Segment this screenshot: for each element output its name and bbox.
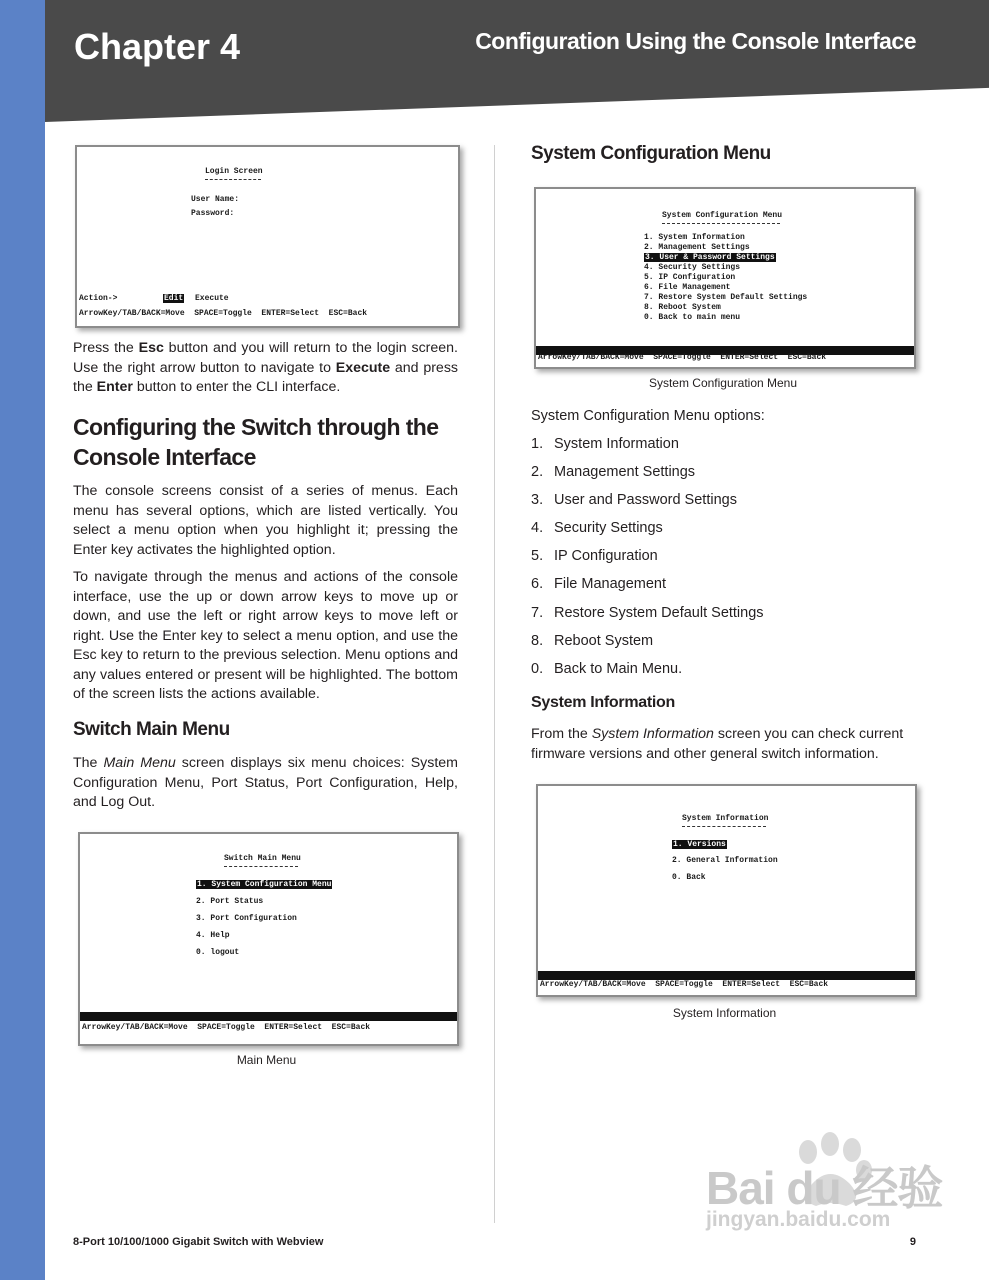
list-item: 4. Security Settings bbox=[531, 520, 663, 537]
menu-item-selected: 1. Versions bbox=[673, 840, 726, 849]
login-intro-paragraph: Press the Esc button and you will return to the login screen. Use the right arrow button to navigate to Execute and press the Enter button to enter the CLI interface. bbox=[73, 340, 459, 395]
main-menu-paragraph: The Main Menu screen displays six menu choices: System Configuration Menu, Port Status, Port Configuration, Help, and Log Out. bbox=[73, 755, 458, 810]
login-screen-screenshot bbox=[75, 145, 460, 328]
menu-item: 0. Back to main menu bbox=[644, 313, 741, 322]
system-config-caption: System Configuration Menu bbox=[648, 376, 798, 390]
username-label: User Name: bbox=[191, 195, 240, 204]
heading-system-information: System Information bbox=[531, 694, 675, 711]
menu-item: 3. Port Configuration bbox=[196, 914, 297, 923]
left-sidebar-band bbox=[0, 0, 45, 1280]
login-screen-title: Login Screen bbox=[205, 167, 263, 176]
action-label: Action-> bbox=[79, 294, 118, 303]
password-label: Password: bbox=[191, 209, 235, 218]
watermark-url: jingyan.baidu.com bbox=[706, 1208, 891, 1231]
heading-configuring-switch: Configuring the Switch through the Console Interface bbox=[73, 414, 439, 470]
menu-item: 4. Help bbox=[196, 931, 230, 940]
list-item: 6. File Management bbox=[531, 576, 667, 593]
page-number: 9 bbox=[909, 1236, 916, 1248]
list-item: 7. Restore System Default Settings bbox=[531, 604, 764, 621]
menu-item: 2. Management Settings bbox=[644, 243, 750, 252]
key-hint: ArrowKey/TAB/BACK=Move SPACE=Toggle ENTER=Select ESC=Back bbox=[82, 1023, 371, 1032]
console-screens-paragraph: The console screens consist of a series of menus. Each menu has several options, which are listed vertically. You select a menu option when you highlight it; pressing the Enter key activates the highlighted option. bbox=[73, 483, 458, 558]
navigation-paragraph: To navigate through the menus and actions of the console interface, use the up or down arrow keys to move up or down, and use the left or right arrow keys to move left or right. Use the Enter key to select a menu option, and use the Esc key to return to the previous selection. Menu options and any values entered or present will be highlighted. The bottom of the screen lists the actions available. bbox=[73, 569, 458, 702]
main-menu-screenshot bbox=[78, 832, 459, 1046]
list-item: 5. IP Configuration bbox=[531, 548, 658, 565]
title-underline bbox=[662, 223, 780, 225]
key-hint: ArrowKey/TAB/BACK=Move SPACE=Toggle ENTER=Select ESC=Back bbox=[538, 353, 827, 362]
menu-item: 6. File Management bbox=[644, 283, 731, 292]
list-item: 2. Management Settings bbox=[531, 464, 696, 481]
status-bar bbox=[538, 971, 915, 980]
heading-system-configuration-menu: System Configuration Menu bbox=[531, 143, 771, 164]
status-bar bbox=[80, 1012, 457, 1021]
title-underline bbox=[205, 179, 261, 181]
section-title: Configuration Using the Console Interface bbox=[475, 28, 916, 54]
system-config-screenshot bbox=[534, 187, 916, 369]
title-underline bbox=[224, 866, 298, 868]
sys-config-title: System Configuration Menu bbox=[662, 211, 783, 220]
main-menu-caption: Main Menu bbox=[236, 1053, 297, 1067]
action-execute: Execute bbox=[195, 294, 229, 303]
footer-product: 8-Port 10/100/1000 Gigabit Switch with Webview bbox=[73, 1236, 324, 1248]
key-hint: ArrowKey/TAB/BACK=Move SPACE=Toggle ENTER=Select ESC=Back bbox=[540, 980, 829, 989]
menu-item: 2. General Information bbox=[672, 856, 778, 865]
heading-switch-main-menu: Switch Main Menu bbox=[73, 719, 230, 740]
menu-item-selected: 3. User & Password Settings bbox=[645, 253, 775, 262]
list-item: 0. Back to Main Menu. bbox=[531, 660, 683, 677]
sys-info-title: System Information bbox=[682, 814, 769, 823]
watermark-brand: Bai du 经验 bbox=[706, 1162, 943, 1214]
title-underline bbox=[682, 826, 766, 828]
menu-item: 5. IP Configuration bbox=[644, 273, 736, 282]
menu-item: 7. Restore System Default Settings bbox=[644, 293, 808, 302]
system-information-paragraph: From the System Information screen you can check current firmware versions and other general switch information. bbox=[531, 726, 904, 762]
list-item: 3. User and Password Settings bbox=[531, 492, 737, 509]
menu-item: 0. logout bbox=[196, 948, 240, 957]
list-item: 1. System Information bbox=[531, 436, 679, 452]
chapter-label: Chapter 4 bbox=[74, 26, 241, 67]
menu-item-selected: 1. System Configuration Menu bbox=[197, 880, 332, 889]
menu-item: 1. System Information bbox=[644, 233, 745, 242]
action-edit: Edit bbox=[164, 294, 184, 303]
menu-item: 0. Back bbox=[672, 873, 706, 882]
list-item: 8. Reboot System bbox=[531, 632, 654, 649]
key-hint: ArrowKey/TAB/BACK=Move SPACE=Toggle ENTER=Select ESC=Back bbox=[79, 309, 368, 318]
menu-item: 8. Reboot System bbox=[644, 303, 721, 312]
main-menu-title: Switch Main Menu bbox=[224, 854, 301, 863]
system-information-screenshot bbox=[536, 784, 917, 997]
column-divider bbox=[494, 145, 495, 1223]
system-information-caption: System Information bbox=[672, 1006, 777, 1020]
menu-item: 4. Security Settings bbox=[644, 263, 741, 272]
sys-config-items bbox=[644, 233, 807, 323]
options-list bbox=[531, 433, 764, 686]
menu-item: 2. Port Status bbox=[196, 897, 264, 906]
options-intro: System Configuration Menu options: bbox=[531, 408, 765, 424]
